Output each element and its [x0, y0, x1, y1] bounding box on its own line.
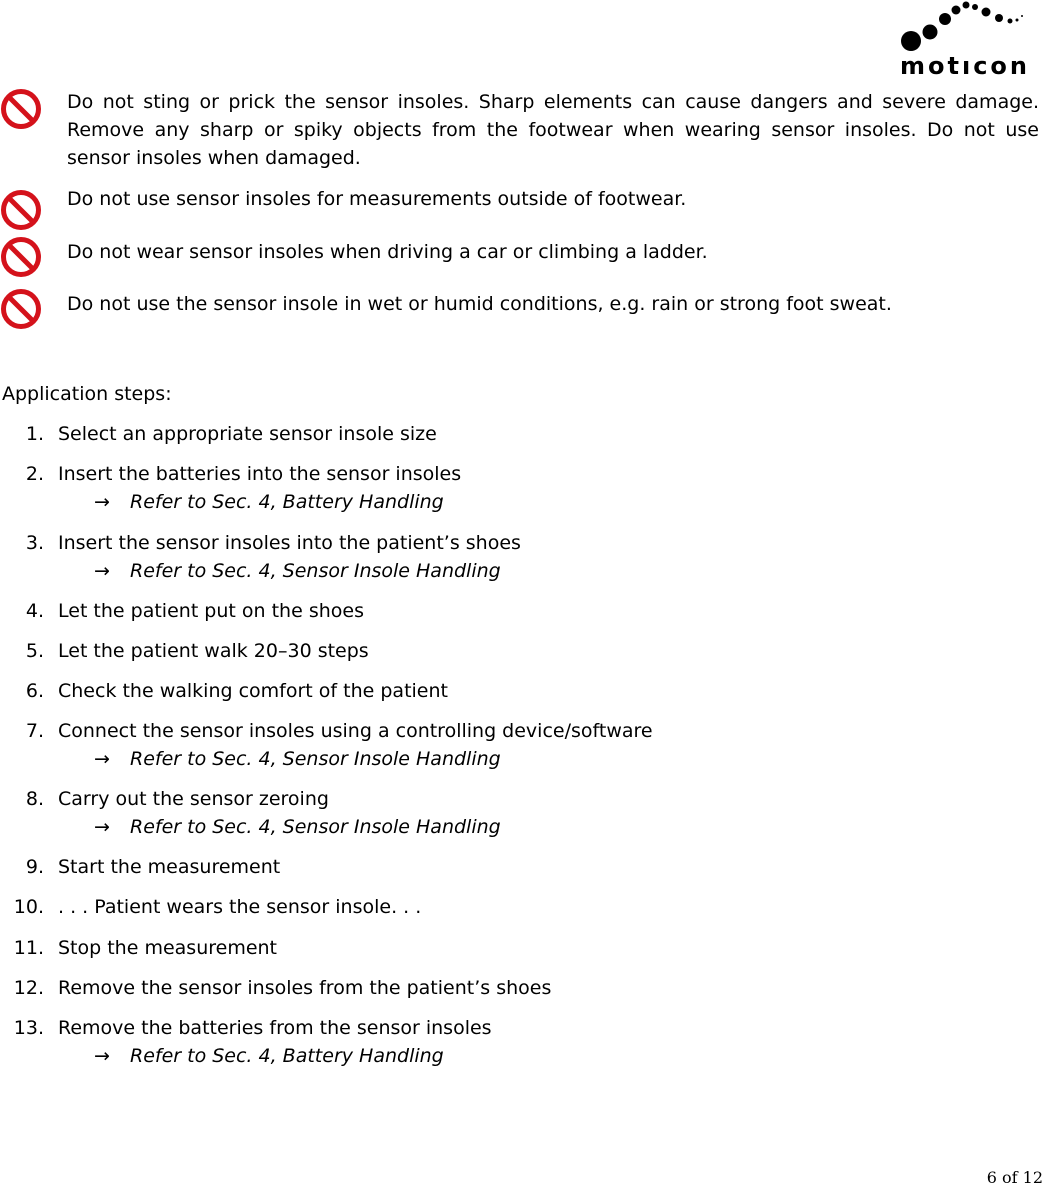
right-arrow-icon: → [94, 748, 110, 770]
right-arrow-icon: → [94, 491, 110, 513]
step-number: 2. [25, 463, 44, 485]
right-arrow-icon: → [94, 1045, 110, 1067]
step-number: 7. [25, 720, 44, 742]
logo-dot [1008, 19, 1013, 24]
step-number: 9. [25, 856, 44, 878]
step-label: Check the walking comfort of the patient [58, 680, 448, 702]
logo-dot [1021, 15, 1023, 17]
step-number: 1. [25, 423, 44, 445]
step-number: 5. [25, 640, 44, 662]
step-number: 13. [13, 1017, 44, 1039]
logo-dots-icon [896, 0, 1045, 55]
right-arrow-icon: → [94, 560, 110, 582]
logo-dot [901, 31, 921, 51]
logo-dot [952, 6, 961, 15]
step-number: 11. [13, 937, 44, 959]
warning-text: Do not wear sensor insoles when driving a car or climbing a ladder. [67, 241, 708, 263]
step-reference [94, 557, 501, 585]
step-reference [94, 488, 444, 516]
logo-wordmark: motıcon [900, 52, 1030, 80]
step-reference-text: Refer to Sec. 4, Battery Handling [130, 1045, 444, 1067]
step-number: 3. [25, 532, 44, 554]
step-number: 6. [25, 680, 44, 702]
step-label: Remove the batteries from the sensor insoles [58, 1017, 492, 1039]
logo-dot [963, 2, 970, 9]
step-reference-text: Refer to Sec. 4, Sensor Insole Handling [130, 748, 501, 770]
step-label: . . . Patient wears the sensor insole. . . [58, 896, 422, 918]
logo-dot [923, 25, 938, 40]
step-number: 12. [13, 977, 44, 999]
step-number: 4. [25, 600, 44, 622]
logo-dot [972, 4, 978, 10]
steps-heading: Application steps: [2, 383, 172, 405]
prohibited-icon [0, 288, 42, 330]
step-label: Insert the batteries into the sensor insoles [58, 463, 462, 485]
logo-dot [1016, 19, 1019, 22]
warning-text: Do not use the sensor insole in wet or humid conditions, e.g. rain or strong foot sweat. [67, 293, 892, 315]
step-label: Let the patient walk 20–30 steps [58, 640, 369, 662]
prohibited-icon [0, 189, 42, 231]
page-number: 6 of 12 [986, 1168, 1043, 1187]
warning-text: Do not sting or prick the sensor insoles. Sharp elements can cause dangers and severe damage. Remove any sharp or spiky objects from the footwear when wearing sensor insoles. Do not use sensor insoles when damaged. [67, 91, 1039, 169]
step-label: Select an appropriate sensor insole size [58, 423, 437, 445]
step-reference [94, 813, 501, 841]
step-reference-text: Refer to Sec. 4, Battery Handling [130, 491, 444, 513]
step-reference-text: Refer to Sec. 4, Sensor Insole Handling [130, 816, 501, 838]
step-label: Stop the measurement [58, 937, 278, 959]
motion-logo [896, 0, 1045, 80]
step-reference [94, 1042, 444, 1070]
prohibited-icon [0, 236, 42, 278]
step-number: 8. [25, 788, 44, 810]
step-reference [94, 745, 501, 773]
step-label: Remove the sensor insoles from the patient’s shoes [58, 977, 552, 999]
warning-text: Do not use sensor insoles for measurements outside of footwear. [67, 188, 687, 210]
logo-dot [995, 14, 1003, 22]
step-label: Insert the sensor insoles into the patient’s shoes [58, 532, 521, 554]
step-label: Start the measurement [58, 856, 281, 878]
step-number: 10. [13, 896, 44, 918]
logo-dot [939, 13, 951, 25]
step-label: Connect the sensor insoles using a controlling device/software [58, 720, 653, 742]
step-label: Let the patient put on the shoes [58, 600, 364, 622]
prohibited-icon [0, 88, 42, 130]
logo-dot [982, 8, 991, 17]
step-label: Carry out the sensor zeroing [58, 788, 329, 810]
step-reference-text: Refer to Sec. 4, Sensor Insole Handling [130, 560, 501, 582]
right-arrow-icon: → [94, 816, 110, 838]
